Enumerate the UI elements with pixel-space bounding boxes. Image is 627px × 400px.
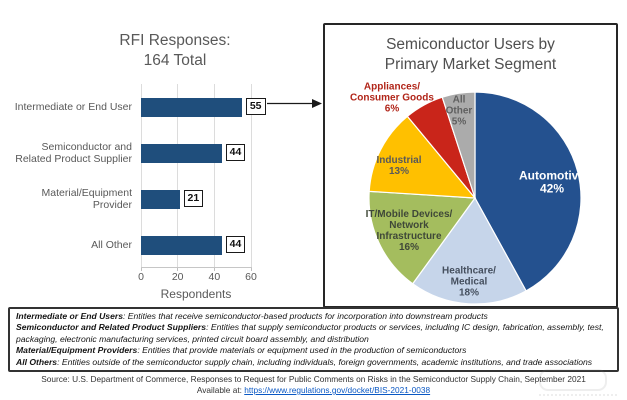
watermark-badge-icon bbox=[539, 369, 607, 391]
source-availability-line bbox=[0, 385, 627, 396]
x-tick-label: 40 bbox=[208, 271, 221, 283]
pie-chart-title-line2: Primary Market Segment bbox=[384, 56, 557, 74]
pie-panel bbox=[323, 23, 618, 308]
x-axis-line bbox=[141, 267, 252, 268]
pie-slice-label: Industrial 13% bbox=[376, 155, 422, 177]
definition-text: : Entities that supply semiconductor products or services, including IC design, fabrication, assembly, test, packaging, electronic manufacturing services, printed circuit board assembly, and distribution bbox=[16, 322, 604, 344]
bar bbox=[141, 190, 180, 209]
pie-chart-title bbox=[325, 35, 616, 75]
bar-category-label: Intermediate or End User bbox=[14, 100, 132, 113]
bar-value-badge: 44 bbox=[226, 144, 246, 161]
source-link[interactable]: https://www.regulations.gov/docket/BIS-2021-0038 bbox=[244, 385, 431, 395]
definitions-box bbox=[8, 307, 619, 372]
definition-term: Intermediate or End Users bbox=[16, 311, 123, 321]
bar bbox=[141, 144, 222, 163]
bar-value-badge: 44 bbox=[226, 236, 246, 253]
definition-text: : Entities that receive semiconductor-based products for incorporation into downstream products bbox=[122, 311, 488, 321]
source-line: Source: U.S. Department of Commerce, Responses to Request for Public Comments on Risks in the Semiconductor Supply Chain, September 2021 bbox=[41, 374, 586, 384]
definition-term: All Others bbox=[16, 356, 58, 367]
definition-text: : Entities that provide materials or equipment used in the production of semiconductors bbox=[137, 345, 467, 356]
bar-chart-title-line2: 164 Total bbox=[143, 52, 207, 70]
definition-term: Semiconductor and Related Product Suppliers bbox=[16, 322, 207, 333]
pie-slice-label: IT/Mobile Devices/ Network Infrastructure 16% bbox=[365, 209, 453, 253]
definition-item bbox=[16, 322, 611, 345]
source-available-prefix: Available at: bbox=[196, 385, 245, 395]
bar-chart-title-line1: RFI Responses: bbox=[119, 32, 231, 49]
bar-category-label: Semiconductor and Related Product Supplier bbox=[15, 140, 132, 165]
definition-item bbox=[16, 311, 611, 322]
source-block bbox=[0, 374, 627, 396]
pie-chart-title-line1: Semiconductor Users by bbox=[386, 36, 555, 53]
bar-value-badge: 21 bbox=[184, 190, 204, 207]
pie-slice-label: Automotive 42% bbox=[519, 168, 585, 196]
definition-text: : Entities outside of the semiconductor supply chain, including individuals, foreign governments, academic institutions, and trade associations bbox=[57, 356, 593, 367]
definition-item bbox=[16, 345, 611, 356]
bar-category-label: All Other bbox=[91, 238, 132, 251]
x-tick-label: 60 bbox=[245, 271, 257, 283]
pie-chart bbox=[325, 73, 620, 305]
watermark-text-marks bbox=[539, 394, 617, 396]
definition-item bbox=[16, 357, 611, 368]
definition-term: Material/Equipment Providers bbox=[16, 345, 138, 356]
x-tick-label: 0 bbox=[138, 271, 144, 283]
right-arrow-icon bbox=[267, 97, 323, 110]
watermark bbox=[539, 369, 617, 396]
pie-slice-label: Appliances/ Consumer Goods 6% bbox=[350, 81, 434, 115]
bar-category-label: Material/Equipment Provider bbox=[41, 186, 132, 211]
bar bbox=[141, 236, 222, 255]
pie-slice-label: Healthcare/ Medical 18% bbox=[442, 265, 496, 299]
x-tick-label: 20 bbox=[171, 271, 184, 283]
bar-value-badge: 55 bbox=[246, 98, 266, 115]
pie-slice-label: All Other 5% bbox=[445, 94, 473, 128]
bar bbox=[141, 98, 242, 117]
x-axis-label: Respondents bbox=[160, 287, 232, 301]
